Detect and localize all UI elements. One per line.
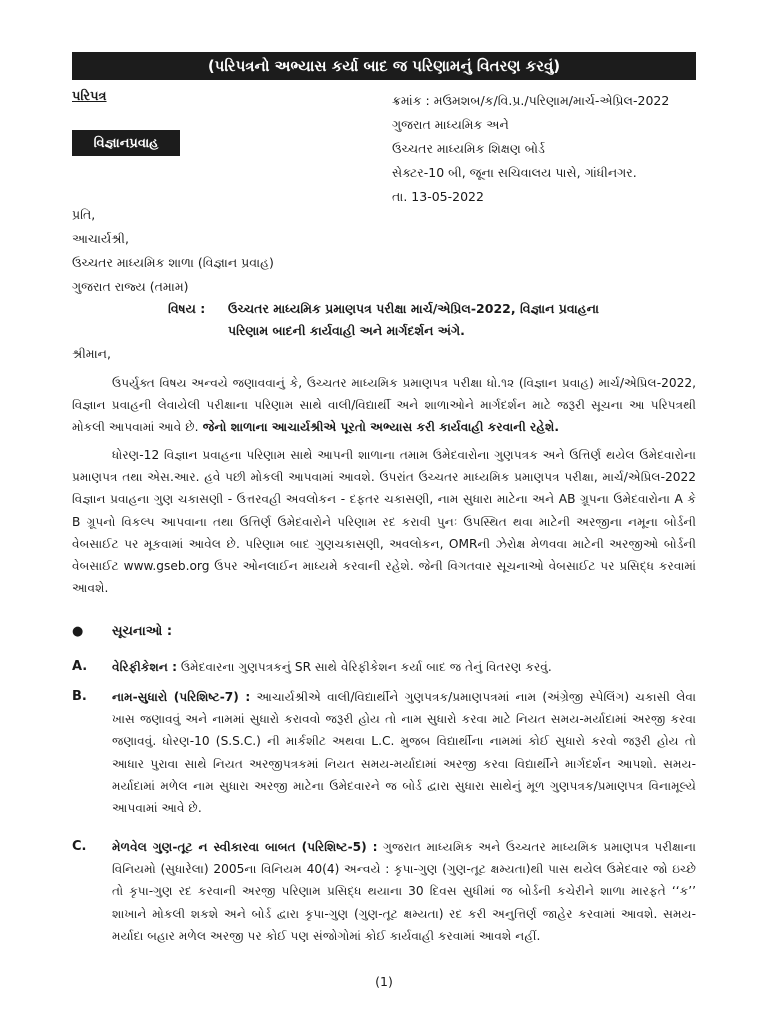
- reference-number: ક્રમાંક : મઉમશબ/ક/વિ.પ્ર./પરિણામ/માર્ચ-એપ્રિલ-2022: [392, 93, 670, 108]
- item-c-text: ગુજરાત માધ્યમિક અને ઉચ્ચતર માધ્યમિક પ્રમાણપત્ર પરીક્ષાના વિનિયમો (સુધારેલા) 2005ના વિનિયમ 40(4) અન્વયે : કૃપા-ગુણ (ગુણ-તૂટ ક્ષમ્યતા)થી પાસ થયેલ ઉમેદવાર જો ઇચ્છે તો કૃપા-ગુણ રદ કરવાની અરજી પરિણામ પ્રસિદ્ધ થયાના 30 દિવસ સુધીમાં જ બોર્ડની કચેરીને શાળા મારફતે ‘‘ક’’ શાખાને મોકલી શકશે અને બોર્ડ દ્વારા કૃપા-ગુણ (ગુણ-તૂટ ક્ષમ્યતા) રદ કરી અનુત્તિર્ણ જાહેર કરવામાં આવશે. સમય-મર્યાદા બહાર મળેલ અરજી પર કોઈ પણ સંજોગોમાં કોઈ કાર્યવાહી કરવામાં આવશે નહીં.: [112, 840, 696, 943]
- instructions-heading-text: સૂચનાઓ :: [112, 624, 173, 639]
- item-a-title: વેરિફીકેશન :: [112, 660, 178, 674]
- org-line-1: ગુજરાત માધ્યમિક અને: [392, 117, 509, 132]
- page-number: (1): [375, 974, 393, 989]
- instruction-item-b: [72, 686, 696, 819]
- paragraph-1-bold: જેનો શાળાના આચાર્યશ્રીએ પૂરતો અભ્યાસ કરી કાર્યવાહી કરવાની રહેશે.: [198, 420, 560, 435]
- item-b-text: આચાર્યશ્રીએ વાલી/વિદ્યાર્થીને ગુણપત્રક/પ્રમાણપત્રમાં નામ (અંગ્રેજી સ્પેલિંગ) ચકાસી લેવા ખાસ જણાવવું અને નામમાં સુધારો કરાવવો જરૂરી હોય તો નામ સુધારો કરવા માટે નિયત સમય-મર્યાદામાં અરજી કરવા જણાવવું. ધોરણ-10 (S.S.C.) ની માર્કશીટ અથવા L.C. મુજબ વિદ્યાર્થીના નામમાં કોઈ સુધારો કરવો જરૂરી હોય તો આધાર પુરાવા સાથે નિયત અરજીપત્રકમાં નિયત સમય-મર્યાદામાં અરજી કરવા વિદ્યાર્થીને માર્ગદર્શન આપશો. સમય-મર્યાદામાં મળેલ નામ સુધારા અરજી માટેના ઉમેદવારને જ બોર્ડ દ્વારા સુધારા સાથેનું મૂળ ગુણપત્રક/પ્રમાણપત્ર વિનામૂલ્યે આપવામાં આવે છે.: [112, 690, 696, 816]
- instruction-item-c: [72, 836, 696, 947]
- paragraph-2-text: ધોરણ-12 વિજ્ઞાન પ્રવાહના પરિણામ સાથે આપની શાળાના તમામ ઉમેદવારોના ગુણપત્રક અને ઉત્તિર્ણ થયેલ ઉમેદવારોના પ્રમાણપત્ર તથા એસ.આર. હવે પછી મોકલી આપવામાં આવશે. ઉપરાંત ઉચ્ચતર માધ્યમિક પ્રમાણપત્ર પરીક્ષા, માર્ચ/એપ્રિલ-2022 વિજ્ઞાન પ્રવાહના ગુણ ચકાસણી - ઉત્તરવહી અવલોકન - દફતર ચકાસણી, નામ સુધારા માટેના અને AB ગ્રૂપના ઉમેદવારોના A કે B ગ્રૂપનો વિકલ્પ આપવાના તથા ઉત્તિર્ણ ઉમેદવારોને પરિણામ રદ કરાવી પુનઃ ઉપસ્થિત થવા માટેની અરજીના નમૂના બોર્ડની વેબસાઈટ પર મૂકવામાં આવેલ છે. પરિણામ બાદ ગુણચકાસણી, અવલોકન, OMRની ઝેરોક્ષ મેળવવા માટેની અરજીઓ બોર્ડની વેબસાઈટ www.gseb.org ઉપર ઓનલાઈન માધ્યમે કરવાની રહેશે. જેની વિગતવાર સૂચનાઓ વેબસાઈટ પર પ્રસિદ્ધ કરવામાં આવશે.: [72, 448, 696, 596]
- stream-label-box: વિજ્ઞાનપ્રવાહ: [72, 130, 180, 156]
- org-line-2: ઉચ્ચતર માધ્યમિક શિક્ષણ બોર્ડ: [392, 141, 545, 156]
- item-b-mark: B.: [72, 689, 87, 704]
- circular-label: પરિપત્ર: [72, 89, 107, 104]
- header-banner: (પરિપત્રનો અભ્યાસ કર્યા બાદ જ પરિણામનું વિતરણ કરવું): [72, 52, 696, 80]
- item-c-mark: C.: [72, 839, 87, 854]
- item-a-text: ઉમેદવારના ગુણપત્રકનું SR સાથે વેરિફીકેશન કર્યા બાદ જ તેનું વિતરણ કરવું.: [177, 660, 552, 674]
- reference-block: [392, 89, 669, 209]
- instructions-heading: [72, 624, 172, 639]
- addressee-line-2: આચાર્યશ્રી,: [72, 231, 129, 246]
- item-b-title: નામ-સુધારો (પરિશિષ્ટ-7) :: [112, 690, 251, 704]
- item-c-title: મેળવેલ ગુણ-તૂટ ન સ્વીકારવા બાબત (પરિશિષ્ટ-5) :: [112, 840, 378, 854]
- addressee-line-1: પ્રતિ,: [72, 207, 96, 222]
- addressee-line-3: ઉચ્ચતર માધ્યમિક શાળા (વિજ્ઞાન પ્રવાહ): [72, 255, 274, 270]
- paragraph-1-text: ઉપર્યુક્ત વિષય અન્વયે જણાવવાનું કે, ઉચ્ચતર માધ્યમિક પ્રમાણપત્ર પરીક્ષા ધો.૧૨ (વિજ્ઞાન પ્રવાહ) માર્ચ/એપ્રિલ-2022, વિજ્ઞાન પ્રવાહની લેવાયેલી પરીક્ષાના પરિણામ સાથે વાલી/વિદ્યાર્થી અને શાળાઓને માર્ગદર્શન માટે જરૂરી સૂચના આ પરિપત્રથી મોકલી આપવામાં આવે છે.: [72, 376, 696, 435]
- instruction-item-a: [72, 656, 696, 678]
- subject-line-2: પરિણામ બાદની કાર્યવાહી અને માર્ગદર્શન અંગે.: [228, 323, 465, 338]
- salutation: શ્રીમાન,: [72, 346, 111, 361]
- item-a-mark: A.: [72, 659, 88, 674]
- org-address: સેક્ટર-10 બી, જૂના સચિવાલય પાસે, ગાંધીનગર.: [392, 165, 637, 180]
- addressee-line-4: ગુજરાત રાજ્ય (તમામ): [72, 279, 189, 294]
- subject-label: વિષય :: [168, 301, 206, 316]
- paragraph-1: [72, 372, 696, 439]
- paragraph-2: [72, 444, 696, 599]
- bullet-icon: ●: [72, 624, 84, 639]
- subject-block: [168, 298, 708, 342]
- subject-line-1: ઉચ્ચતર માધ્યમિક પ્રમાણપત્ર પરીક્ષા માર્ચ/એપ્રિલ-2022, વિજ્ઞાન પ્રવાહના: [228, 301, 599, 316]
- letter-date: તા. 13-05-2022: [392, 189, 484, 204]
- addressee-block: [72, 203, 274, 299]
